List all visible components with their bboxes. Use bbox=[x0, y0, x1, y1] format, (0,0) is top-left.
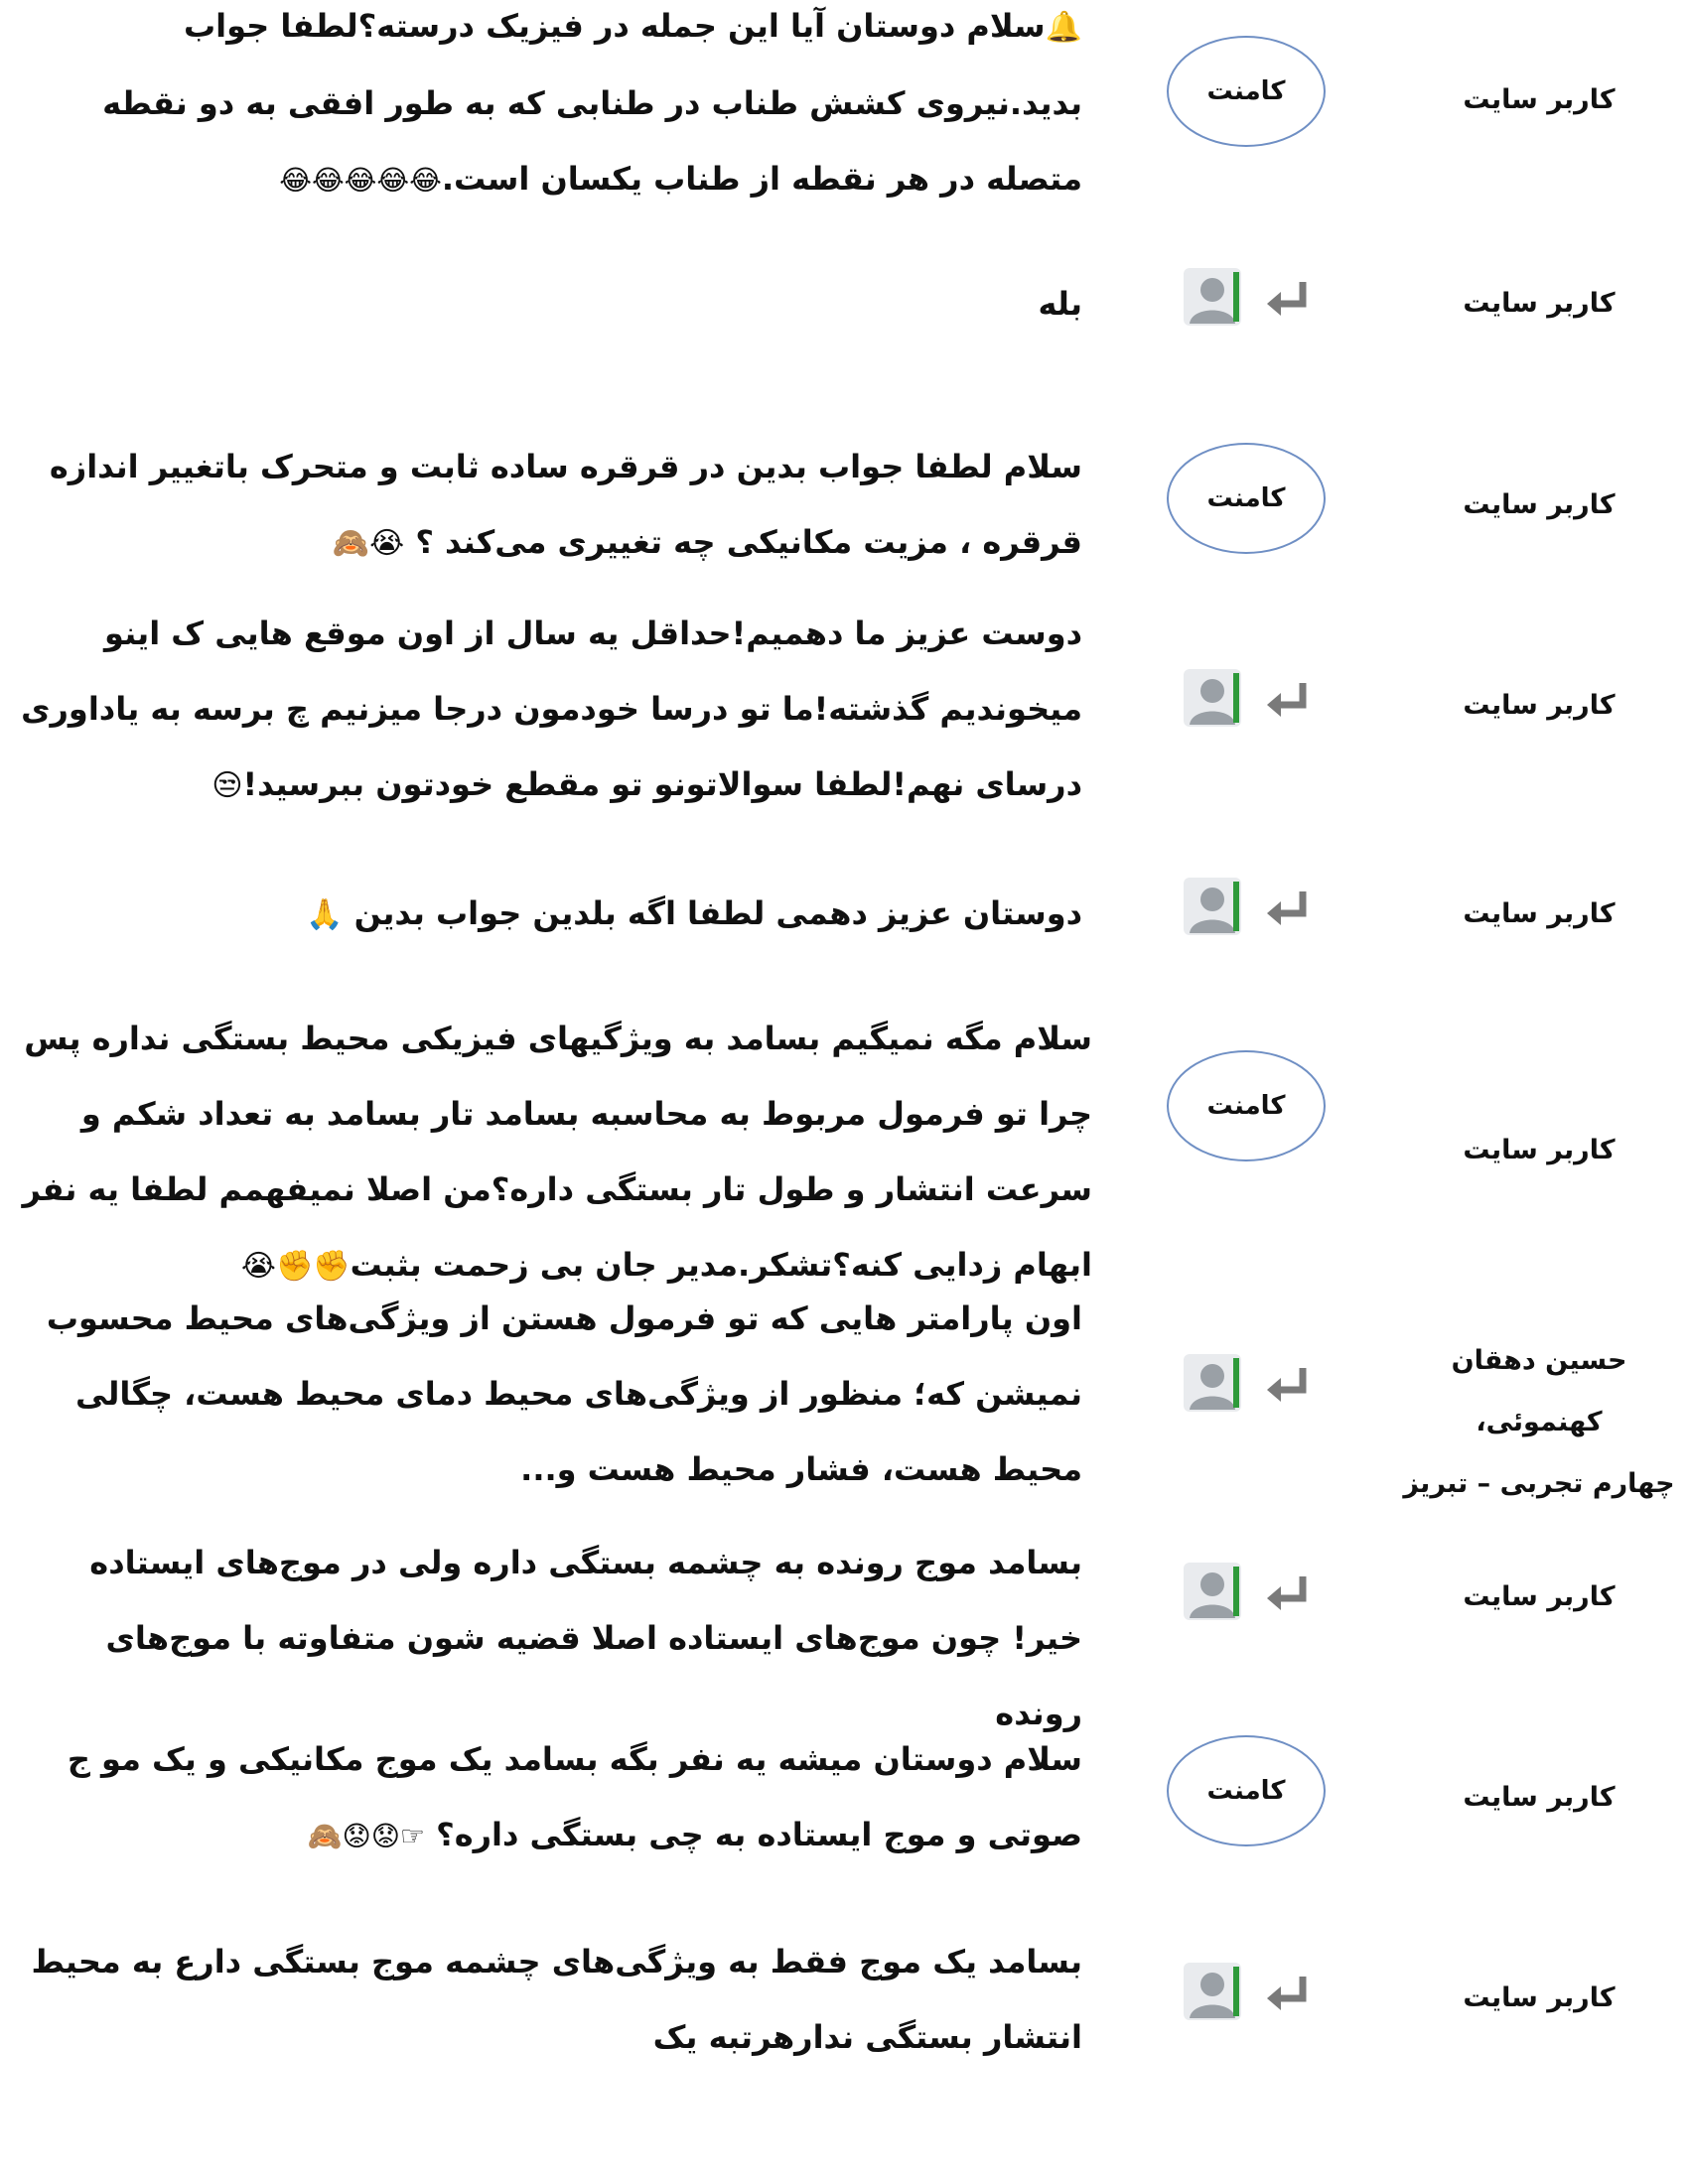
author-name: کاربر سایت bbox=[1463, 489, 1616, 520]
annoyed-emoji-icon: 😒 bbox=[211, 768, 243, 803]
avatar-icon bbox=[1182, 1352, 1243, 1414]
reply-arrow-icon bbox=[1263, 679, 1311, 719]
comment-text: سلام دوستان میشه یه نفر بگه بسامد یک موج مکانیکی و یک مو ج صوتی و موج ایستاده به چی بستگی داره؟ ☞😟😟🙈 bbox=[67, 1740, 1082, 1853]
reply-arrow-icon bbox=[1263, 887, 1311, 927]
reply-marker bbox=[1182, 1961, 1321, 2022]
reply-marker bbox=[1182, 667, 1321, 729]
reply-text: بسامد موج رونده به چشمه بستگی داره ولی در موج‌های ایستاده خیر! چون موج‌های ایستاده اصلا قضیه شون متفاوته با موج‌های رونده bbox=[89, 1544, 1082, 1732]
reply-arrow-icon bbox=[1263, 1572, 1311, 1612]
avatar-icon bbox=[1182, 876, 1243, 937]
author-name: کاربر سایت bbox=[1463, 84, 1616, 115]
bell-icon: 🔔 bbox=[1045, 10, 1082, 45]
reply-arrow-icon bbox=[1263, 278, 1311, 318]
reply-marker bbox=[1182, 876, 1321, 937]
reply-text: دوستان عزیز دهمی لطفا اگه بلدین جواب بدین 🙏 bbox=[306, 894, 1082, 932]
author-name: کاربر سایت bbox=[1463, 1135, 1616, 1165]
author-name: کاربر سایت bbox=[1463, 898, 1616, 929]
author-name bbox=[1390, 1330, 1688, 1515]
reply-text: بسامد یک موج فقط به ویژگی‌های چشمه موج بستگی دارع به محیط انتشار بستگی ندارهرتبه یک bbox=[31, 1943, 1082, 2056]
comment-text: سلام مگه نمیگیم بسامد به ویژگیهای فیزیکی محیط بستگی نداره پس چرا تو فرمول مربوط به محاسبه بسامد تار بسامد به تعداد شکم و سرعت انتشار و طول تار بستگی داره؟من اصلا نمیفهمم لطفا یه نفر ابهام زدایی کنه؟تشکر.مدیر جان بی زحمت بثبت✊✊😭 bbox=[22, 1020, 1092, 1284]
comment-button[interactable]: کامنت bbox=[1167, 1735, 1326, 1846]
author-name-line2: چهارم تجربی – تبریز bbox=[1403, 1468, 1675, 1499]
author-name: کاربر سایت bbox=[1463, 288, 1616, 319]
comment-button[interactable]: کامنت bbox=[1167, 1050, 1326, 1161]
author-name: کاربر سایت bbox=[1463, 1581, 1616, 1612]
avatar-icon bbox=[1182, 667, 1243, 729]
reply-text: دوست عزیز ما دهمیم!حداقل یه سال از اون موقع هایی ک اینو میخوندیم گذشته!ما تو درسا خودمون درجا میزنیم چ برسه به یاداوری درسای نهم!لطفا سوالاتونو تو مقطع خودتون ببرسید!😒 bbox=[21, 614, 1082, 803]
comment-text: سلام لطفا جواب بدین در قرقره ساده ثابت و متحرک باتغییر اندازه قرقره ، مزیت مکانیکی چه تغییری می‌کند ؟ 😭🙈 bbox=[49, 448, 1082, 561]
reply-marker bbox=[1182, 266, 1321, 328]
laughing-emoji-icon: 😂😂😂😂😂 bbox=[279, 164, 442, 197]
avatar-icon bbox=[1182, 1961, 1243, 2022]
crying-emoji-icon: 😭🙈 bbox=[332, 526, 405, 561]
author-name: کاربر سایت bbox=[1463, 1782, 1616, 1813]
reply-text: اون پارامتر هایی که تو فرمول هستن از ویژگی‌های محیط محسوب نمیشن که؛ منظور از ویژگی‌های محیط دمای محیط هست، چگالی محیط هست، فشار محیط هست و... bbox=[46, 1299, 1082, 1488]
worried-emoji-icon: ☞😟😟🙈 bbox=[307, 1820, 425, 1852]
reply-arrow-icon bbox=[1263, 1973, 1311, 2012]
comment-button[interactable]: کامنت bbox=[1167, 36, 1326, 147]
author-name-line1: حسین دهقان کهنموئی، bbox=[1451, 1345, 1627, 1437]
avatar-icon bbox=[1182, 266, 1243, 328]
avatar-icon bbox=[1182, 1561, 1243, 1622]
comment-text: 🔔سلام دوستان آیا این جمله در فیزیک درسته؟لطفا جواب بدید.نیروی کشش طناب در طنابی که به طور افقی به دو نقطه متصله در هر نقطه از طناب یکسان است.😂😂😂😂😂 bbox=[102, 7, 1082, 198]
author-name: کاربر سایت bbox=[1463, 1982, 1616, 2013]
pleading-emoji-icon: 🙏 bbox=[306, 897, 344, 932]
reply-marker bbox=[1182, 1352, 1321, 1414]
author-name: کاربر سایت bbox=[1463, 690, 1616, 721]
reply-marker bbox=[1182, 1561, 1321, 1622]
reply-text: بله bbox=[1038, 285, 1082, 323]
reply-arrow-icon bbox=[1263, 1364, 1311, 1404]
comment-button[interactable]: کامنت bbox=[1167, 443, 1326, 554]
fist-emoji-icon: ✊✊😭 bbox=[240, 1249, 351, 1284]
